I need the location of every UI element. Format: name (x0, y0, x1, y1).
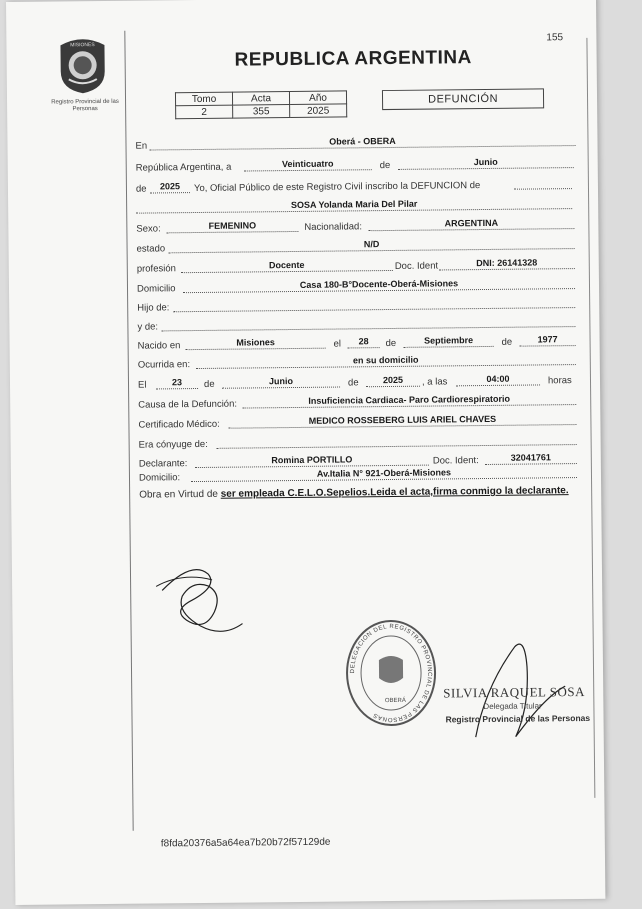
domicilio-label: Domicilio (136, 283, 176, 295)
ocurrida-field: en su domicilio (196, 353, 576, 369)
dec-domicilio-field: Av.Italia N° 921-Oberá-Misiones (191, 466, 577, 482)
dec-domicilio-label: Domicilio: (138, 472, 181, 484)
acta-header: Acta (232, 92, 289, 106)
declarante-field: Romina PORTILLO (195, 454, 429, 468)
sexo-label: Sexo: (136, 223, 161, 235)
el2-label: El (137, 379, 147, 391)
document-type-box: DEFUNCIÓN (382, 88, 544, 110)
logo-text: MISIONES (70, 42, 95, 49)
alas-label: , a las (421, 376, 448, 388)
estado-label: estado (136, 243, 166, 255)
domicilio-field: Casa 180-B°Docente-Oberá-Misiones (183, 277, 575, 293)
de2-label: de (135, 183, 147, 195)
official-organization: Registro Provincial de las Personas (445, 712, 591, 725)
nac-day-field: 28 (348, 336, 380, 348)
year-field: 2025 (150, 181, 190, 193)
docident-field: DNI: 26141328 (439, 257, 575, 270)
def-day-field: 23 (156, 377, 198, 389)
page-number: 155 (546, 32, 564, 44)
hijo-field (173, 296, 575, 312)
el-label: el (333, 338, 342, 350)
def-month-field: Junio (222, 376, 340, 389)
nacido-field: Misiones (186, 337, 326, 350)
official-role: Delegada Titular (483, 701, 542, 712)
death-certificate-page (6, 0, 605, 905)
document-hash: f8fda20376a5a64ea7b20b72f57129de (160, 836, 331, 850)
en-field: Oberá - OBERA (149, 134, 575, 150)
page-title: REPUBLICA ARGENTINA (234, 47, 472, 71)
left-margin-line (124, 31, 133, 831)
profesion-label: profesión (136, 263, 176, 275)
de-label: de (379, 159, 391, 172)
tomo-header: Tomo (175, 92, 232, 106)
oficial-text: Yo, Oficial Público de este Registro Civil inscribo la DEFUNCION de (193, 180, 481, 195)
hijo-label: Hijo de: (137, 302, 170, 314)
hora-field: 04:00 (456, 373, 540, 386)
seal-center-text: OBERÁ (384, 697, 406, 705)
provincial-shield-icon (54, 35, 111, 96)
deceased-name-field: SOSA Yolanda Maria Del Pilar (136, 197, 572, 214)
day-words-field: Veinticuatro (244, 158, 372, 171)
ocurrida-label: Ocurrida en: (137, 359, 191, 371)
conyuge-field (217, 433, 577, 449)
docident-label: Doc. Ident (394, 260, 439, 272)
obra-paragraph (139, 484, 579, 503)
seal-ring-text: DELEGACION DEL REGISTRO PROVINCIAL DE LAS PERSONAS (349, 623, 433, 723)
yde-label: y de: (137, 321, 159, 333)
causa-field: Insuficiencia Cardiaca- Paro Cardiorespiratorio (242, 393, 576, 408)
anio-value: 2025 (290, 104, 347, 118)
certificado-field: MEDICO ROSSEBERG LUIS ARIEL CHAVES (228, 413, 576, 429)
yde-field (161, 315, 575, 331)
en-label: En (135, 140, 148, 152)
estado-field: N/D (169, 237, 575, 253)
logo-caption: Registro Provincial de las Personas (51, 98, 119, 113)
horas-label: horas (547, 375, 572, 387)
month-field: Junio (398, 156, 574, 170)
acta-value: 355 (233, 105, 290, 119)
obra-label: Obra en Virtud de (139, 488, 218, 501)
sexo-field: FEMENINO (166, 220, 298, 233)
tomo-acta-anio-table (175, 90, 347, 119)
def-de-label: de (203, 378, 215, 390)
anio-header: Año (289, 91, 346, 105)
nacionalidad-label: Nacionalidad: (304, 221, 363, 233)
profesion-field: Docente (181, 259, 393, 273)
nacionalidad-field: ARGENTINA (368, 217, 574, 231)
nac-year-field: 1977 (520, 334, 576, 347)
obra-value: ser empleada C.E.L.O.Sepelios.Leida el acta,firma conmigo la declarante. (220, 485, 569, 500)
def-de2-label: de (347, 377, 359, 389)
nacido-label: Nacido en (137, 340, 181, 352)
def-year-field: 2025 (366, 375, 420, 388)
oficial-trailing-line (514, 177, 572, 190)
tomo-value: 2 (176, 105, 233, 119)
dec-docident-label: Doc. Ident: (432, 455, 479, 467)
declarante-signature (152, 549, 273, 640)
official-name: SILVIA RAQUEL SOSA (443, 683, 586, 701)
nac-de-label: de (385, 337, 397, 350)
certificado-label: Certificado Médico: (138, 418, 220, 431)
republica-label: República Argentina, a (135, 161, 232, 174)
nac-de2-label: de (501, 336, 513, 348)
conyuge-label: Era cónyuge de: (138, 438, 208, 451)
nac-month-field: Septiembre (404, 335, 494, 348)
dec-docident-field: 32041761 (485, 452, 577, 465)
causa-label: Causa de la Defunción: (138, 398, 238, 411)
registry-seal (342, 618, 439, 729)
declarante-label: Declarante: (138, 458, 188, 470)
